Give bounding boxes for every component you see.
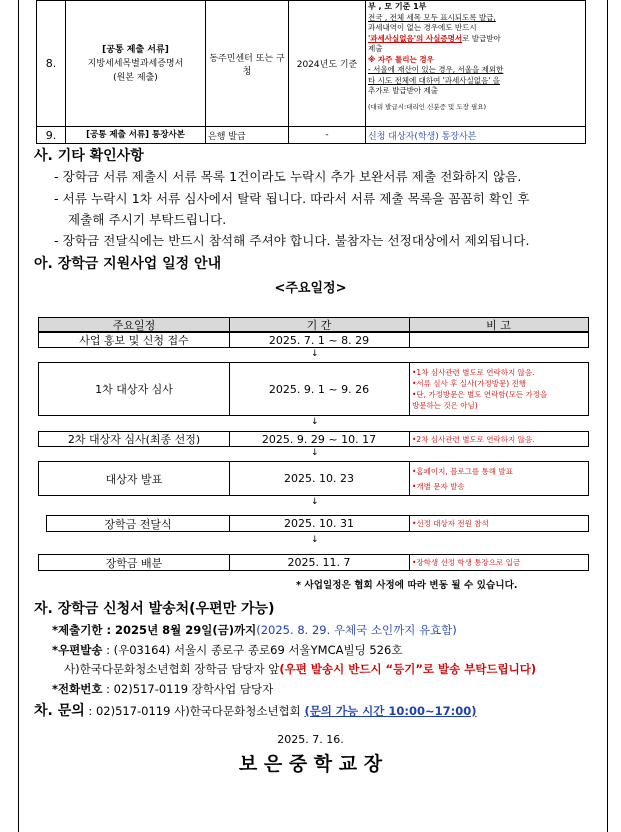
- documents-table: [36, 0, 586, 144]
- note-emphasis: '과세사실없음'의 사실증명서: [368, 33, 463, 43]
- note-warning: ※ 자주 틀리는 경우: [368, 54, 434, 64]
- issuer-cell: 은행 발급: [206, 127, 289, 144]
- arrow-down-icon: ↓: [311, 417, 319, 427]
- section-title-cha: 차. 문의: [34, 703, 85, 719]
- note-line: 방문하는 것은 아님): [412, 401, 478, 410]
- note-line: •홈페이지, 블로그를 통해 발표: [412, 466, 513, 476]
- schedule-note: [409, 432, 588, 446]
- doc-sub: (원본 제출): [113, 72, 158, 83]
- section-title-sa: 사. 기타 확인사항: [34, 148, 144, 164]
- note-line: 제출: [368, 44, 383, 53]
- arrow-down-icon: ↓: [311, 535, 319, 545]
- note-line: [368, 34, 583, 45]
- basis-cell: 2024년도 기준: [289, 1, 366, 127]
- note-line: •2차 심사관련 별도로 연락하지 않음.: [412, 434, 535, 444]
- school-principal: 보 은 중 학 교 장: [238, 753, 383, 775]
- inquiry-text: : 02)517-0119 사)한국다문화청소년협회: [84, 704, 305, 718]
- text-line: - 장학금 서류 제출시 서류 목록 1건이라도 누락시 추가 보완서류 제출 전화하지 않음.: [54, 169, 522, 184]
- text-line: 제출해 주시기 부탁드립니다.: [68, 212, 227, 227]
- schedule-row: [38, 362, 589, 416]
- deadline-line: [52, 622, 457, 638]
- arrow-down-icon: ↓: [311, 349, 319, 359]
- schedule-item: 장학금 배분: [105, 556, 163, 570]
- schedule-subtitle: <주요일정>: [274, 281, 347, 296]
- schedule-footnote: * 사업일정은 협회 사정에 따라 변동 될 수 있습니다.: [296, 580, 518, 591]
- table-row: [37, 127, 586, 144]
- schedule-note: [409, 516, 588, 531]
- document-date: 2025. 7. 16.: [277, 733, 344, 746]
- post-label: *우편발송: [52, 643, 103, 657]
- header-col-note: 비 고: [486, 318, 511, 332]
- note-line: 전국 , 전체 세목 모두 표시되도록 발급,: [368, 12, 496, 22]
- note-line: •장학생 선정 학생 통장으로 입금: [412, 558, 521, 567]
- note-line: 과세내역이 없는 경우에도 반드시: [368, 23, 477, 32]
- basis-cell: -: [289, 127, 366, 144]
- schedule-note: [409, 555, 588, 570]
- schedule-note: [409, 363, 588, 415]
- schedule-period: 2025. 9. 1 ~ 9. 26: [268, 382, 370, 396]
- issuer-cell: 동주민센터 또는 구청: [206, 1, 289, 127]
- schedule-row: [38, 554, 589, 571]
- note-line: 타 시도 전체에 대하여 '과세사실없음' 을: [368, 75, 500, 85]
- doc-name: 지방세세목별과세증명서: [87, 58, 184, 69]
- inquiry-line: [34, 700, 476, 720]
- schedule-item: 사업 홍보 및 신청 접수: [79, 334, 189, 347]
- post-warning: (우편 발송시 반드시 “등기”로 발송 부탁드립니다): [279, 662, 537, 676]
- document-cell: [66, 1, 206, 127]
- note-line: •서류 심사 후 실사(가정방문) 진행: [412, 379, 526, 388]
- schedule-header: [38, 317, 589, 332]
- phone-label: *전화번호: [52, 682, 103, 696]
- inquiry-hours: (문의 가능 시간 10:00~17:00): [304, 704, 477, 718]
- table-row: [37, 1, 586, 127]
- deadline-note: (2025. 8. 29. 우체국 소인까지 유효함): [256, 623, 457, 637]
- note-line: •선정 대상자 전원 참석: [412, 519, 489, 528]
- schedule-period: 2025. 9. 29 ~ 10. 17: [261, 432, 377, 446]
- schedule-row: [38, 461, 589, 496]
- text-line: - 장학금 전달식에는 반드시 참석해 주셔야 합니다. 불참자는 선정대상에서 제외됩니다.: [54, 233, 530, 248]
- note-cell: [366, 1, 586, 127]
- row-number: 8.: [37, 1, 66, 127]
- schedule-period: 2025. 10. 31: [284, 517, 354, 530]
- schedule-item: 대상자 발표: [105, 472, 163, 486]
- schedule-period: 2025. 7. 1 ~ 8. 29: [268, 333, 370, 347]
- doc-category: [공통 제출 서류]: [102, 44, 169, 55]
- schedule-item: 1차 대상자 심사: [95, 383, 173, 396]
- schedule-period: 2025. 10. 23: [284, 472, 354, 485]
- post-line: [52, 642, 402, 658]
- text-line: - 서류 누락시 1차 서류 심사에서 탈락 됩니다. 따라서 서류 제출 목록을 꼼꼼히 확인 후: [54, 191, 530, 206]
- phone-line: [52, 681, 273, 697]
- post-to-line: [64, 661, 536, 677]
- schedule-row: [38, 431, 589, 447]
- arrow-down-icon: ↓: [311, 448, 319, 458]
- deadline-label: *제출기한 : 2025년 8월 29일(금)까지: [52, 623, 257, 637]
- section-title-ja: 자. 장학금 신청서 발송처(우편만 가능): [34, 601, 275, 617]
- note-cell: 신청 대상자(학생) 통장사본: [366, 127, 586, 144]
- note-proxy: (대리 발급시:대리인 신분증 및 도장 필요): [368, 102, 487, 111]
- schedule-item: 장학금 전달식: [104, 517, 172, 531]
- schedule-item: 2차 대상자 심사(최종 선정): [67, 433, 201, 446]
- schedule-row: [38, 332, 589, 348]
- post-address: : (우03164) 서울시 종로구 종로69 서울YMCA빌딩 526호: [102, 643, 403, 657]
- note-line: •단, 가정방문은 별도 연락함(모든 가정을: [412, 390, 548, 399]
- header-col-item: 주요일정: [112, 318, 156, 332]
- schedule-row: [46, 515, 589, 532]
- note-text: - 서울에 재산이 있는 경우, 서울을 제외한: [368, 65, 504, 74]
- note-line: •개별 문자 발송: [412, 481, 465, 491]
- document-cell: [공통 제출 서류] 통장사본: [66, 127, 206, 144]
- note-line: 추가로 발급받아 제출: [368, 86, 438, 95]
- schedule-period: 2025. 11. 7: [287, 556, 351, 569]
- section-title-a: 아. 장학금 지원사업 일정 안내: [34, 256, 222, 272]
- note-text: 로 발급받아: [462, 33, 501, 43]
- phone-value: : 02)517-0119 장학사업 담당자: [102, 682, 274, 696]
- post-recipient: 사)한국다문화청소년협회 장학금 담당자 앞: [64, 662, 280, 676]
- note-head: 부 , 모 기준 1부: [368, 2, 427, 11]
- note-line: [368, 65, 583, 76]
- header-col-period: 기 간: [306, 318, 332, 332]
- note-line: •1차 심사관련 별도로 연락하지 않음.: [412, 368, 535, 377]
- arrow-down-icon: ↓: [311, 497, 319, 507]
- row-number: 9.: [37, 127, 66, 144]
- schedule-note: [409, 462, 588, 495]
